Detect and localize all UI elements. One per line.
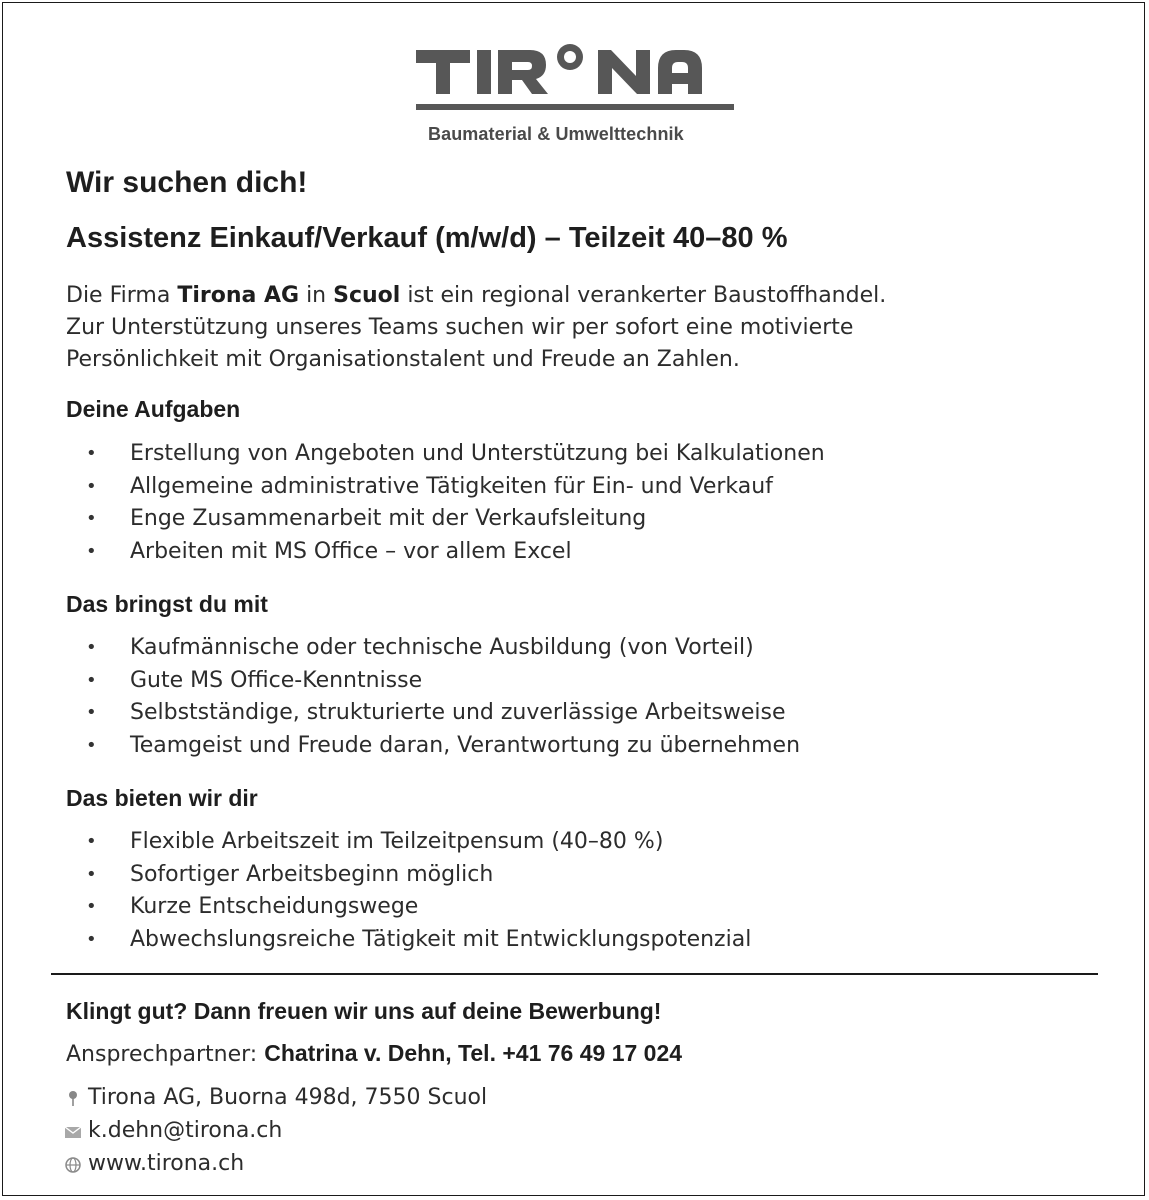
globe-icon — [64, 1154, 82, 1174]
list-item: • Selbstständige, strukturierte und zuverlässige Arbeitsweise — [84, 697, 800, 730]
logo-subtitle: Baumaterial & Umwelttechnik — [428, 124, 684, 144]
intro-company: Tirona AG — [177, 283, 300, 308]
intro-text-3: ist ein regional verankerter Baustoffhandel. — [400, 283, 887, 308]
list-item: • Allgemeine administrative Tätigkeiten für Ein- und Verkauf — [84, 471, 825, 504]
website-link[interactable]: www.tirona.ch — [88, 1151, 245, 1176]
list-item: • Kurze Entscheidungswege — [84, 891, 751, 924]
section-title-tasks: Deine Aufgaben — [66, 396, 241, 422]
email-link[interactable]: k.dehn@tirona.ch — [88, 1118, 283, 1143]
tasks-list — [84, 438, 825, 568]
intro-location: Scuol — [333, 283, 401, 308]
intro-text-2: in — [299, 283, 334, 308]
call-to-action: Klingt gut? Dann freuen wir uns auf deine Bewerbung! — [66, 998, 662, 1024]
contact-label: Ansprechpartner: — [66, 1042, 265, 1067]
section-title-offer: Das bieten wir dir — [66, 785, 258, 811]
tirona-wordmark — [414, 40, 736, 120]
location-pin-icon — [64, 1088, 82, 1108]
envelope-icon — [64, 1121, 82, 1141]
headline: Wir suchen dich! — [66, 166, 308, 199]
intro-paragraph — [66, 280, 886, 376]
contact-line — [66, 1040, 682, 1067]
contact-person: Chatrina v. Dehn, Tel. +41 76 49 17 024 — [264, 1040, 683, 1066]
list-item: • Flexible Arbeitszeit im Teilzeitpensum (40–80 %) — [84, 826, 751, 859]
offer-list — [84, 826, 751, 956]
section-title-requirements: Das bringst du mit — [66, 591, 268, 617]
list-item: • Kaufmännische oder technische Ausbildung (von Vorteil) — [84, 632, 800, 665]
intro-text-1: Die Firma — [66, 283, 178, 308]
list-item: • Erstellung von Angeboten und Unterstützung bei Kalkulationen — [84, 438, 825, 471]
list-item: • Enge Zusammenarbeit mit der Verkaufsleitung — [84, 503, 825, 536]
job-title: Assistenz Einkauf/Verkauf (m/w/d) – Teilzeit 40–80 % — [66, 222, 788, 254]
divider — [51, 973, 1098, 975]
intro-line-3: Persönlichkeit mit Organisationstalent und Freude an Zahlen. — [66, 347, 740, 372]
address-text: Tirona AG, Buorna 498d, 7550 Scuol — [88, 1085, 488, 1110]
website-line — [64, 1151, 244, 1176]
list-item: • Arbeiten mit MS Office – vor allem Excel — [84, 536, 825, 569]
intro-line-2: Zur Unterstützung unseres Teams suchen wir per sofort eine motivierte — [66, 315, 854, 340]
tirona-logo — [414, 40, 736, 148]
list-item: • Gute MS Office-Kenntnisse — [84, 665, 800, 698]
address-line — [64, 1085, 487, 1110]
list-item: • Sofortiger Arbeitsbeginn möglich — [84, 859, 751, 892]
email-line — [64, 1118, 282, 1143]
list-item: • Teamgeist und Freude daran, Verantwortung zu übernehmen — [84, 730, 800, 763]
list-item: • Abwechslungsreiche Tätigkeit mit Entwicklungspotenzial — [84, 924, 751, 957]
requirements-list — [84, 632, 800, 762]
